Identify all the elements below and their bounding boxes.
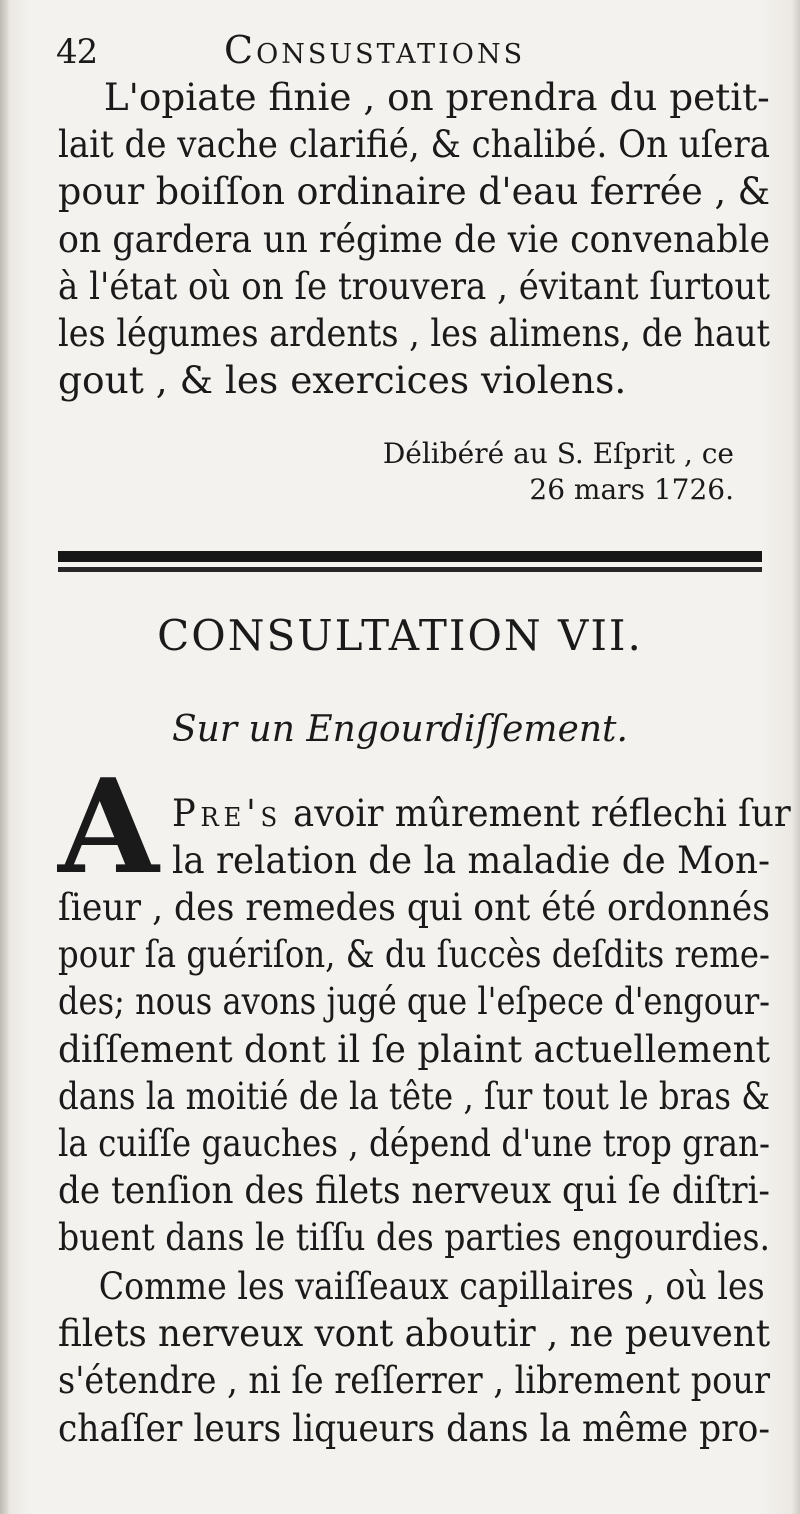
text-line: à l'état où on ſe trouvera , évitant ſurtout: [58, 263, 770, 308]
page-number: 42: [56, 32, 98, 72]
text-line: diſſement dont il ſe plaint actuellement: [58, 1026, 771, 1071]
text-line: filets nerveux vont aboutir , ne peuvent: [58, 1311, 771, 1356]
text-line: les légumes ardents , les alimens, de haut: [58, 311, 771, 356]
text-line: [172, 790, 791, 837]
section-heading: CONSULTATION VII.: [157, 611, 643, 660]
text-line: des; nous avons jugé que l'eſpece d'engour-: [58, 979, 771, 1024]
text-line: Comme les vaiſſeaux capillaires , où les: [98, 1264, 765, 1308]
divider-thick-rule: [58, 551, 762, 562]
text-line: buent dans le tiſſu des parties engourdies.: [58, 1215, 770, 1260]
signoff-place: Délibéré au S. Eſprit , ce: [382, 437, 734, 470]
running-title: Consustations: [224, 28, 526, 72]
text-line: pour boiſſon ordinaire d'eau ferrée , &: [58, 169, 771, 214]
section-subtitle: Sur un Engourdiſſement.: [172, 709, 628, 750]
page-edge-shadow: [792, 0, 800, 1514]
text-line: lait de vache clarifié, & chalibé. On uſera: [58, 122, 771, 167]
text-line: on gardera un régime de vie convenable: [58, 216, 771, 261]
section-divider: [58, 551, 762, 577]
text-line: dans la moitié de la tête , ſur tout le bras &: [58, 1073, 771, 1118]
paragraph-consultation-opening: [172, 790, 791, 884]
divider-thin-rule: [58, 567, 762, 572]
text-line: chaſſer leurs liqueurs dans la même pro-: [58, 1405, 771, 1450]
drop-cap: A: [58, 750, 159, 903]
text-line: L'opiate finie , on prendra du petit-: [103, 75, 770, 119]
paragraph-opiate: [58, 74, 770, 404]
running-head: [56, 26, 616, 76]
text-line: gout , & les exercices violens.: [58, 358, 627, 403]
text-line: pour ſa guériſon, & du ſuccès deſdits reme-: [58, 932, 770, 977]
text-line: de tenſion des filets nerveux qui ſe diſtri-: [58, 1168, 770, 1213]
text-fragment: avoir mûrement réflechi ſur: [293, 791, 791, 835]
text-line: la relation de la maladie de Mon-: [172, 838, 770, 883]
text-line: s'étendre , ni ſe reſſerrer , librement pour: [58, 1358, 770, 1403]
paragraph-consultation-body: [58, 884, 770, 1262]
text-line: la cuiſſe gauches , dépend d'une trop gran-: [58, 1121, 770, 1166]
signoff-date: 26 mars 1726.: [529, 473, 734, 506]
signoff: [314, 436, 734, 508]
lead-word: Pre's: [172, 791, 282, 835]
text-line: ſieur , des remedes qui ont été ordonnés: [58, 885, 771, 929]
page-edge-shadow: [0, 0, 10, 1514]
paragraph-capillaries: [58, 1263, 770, 1452]
